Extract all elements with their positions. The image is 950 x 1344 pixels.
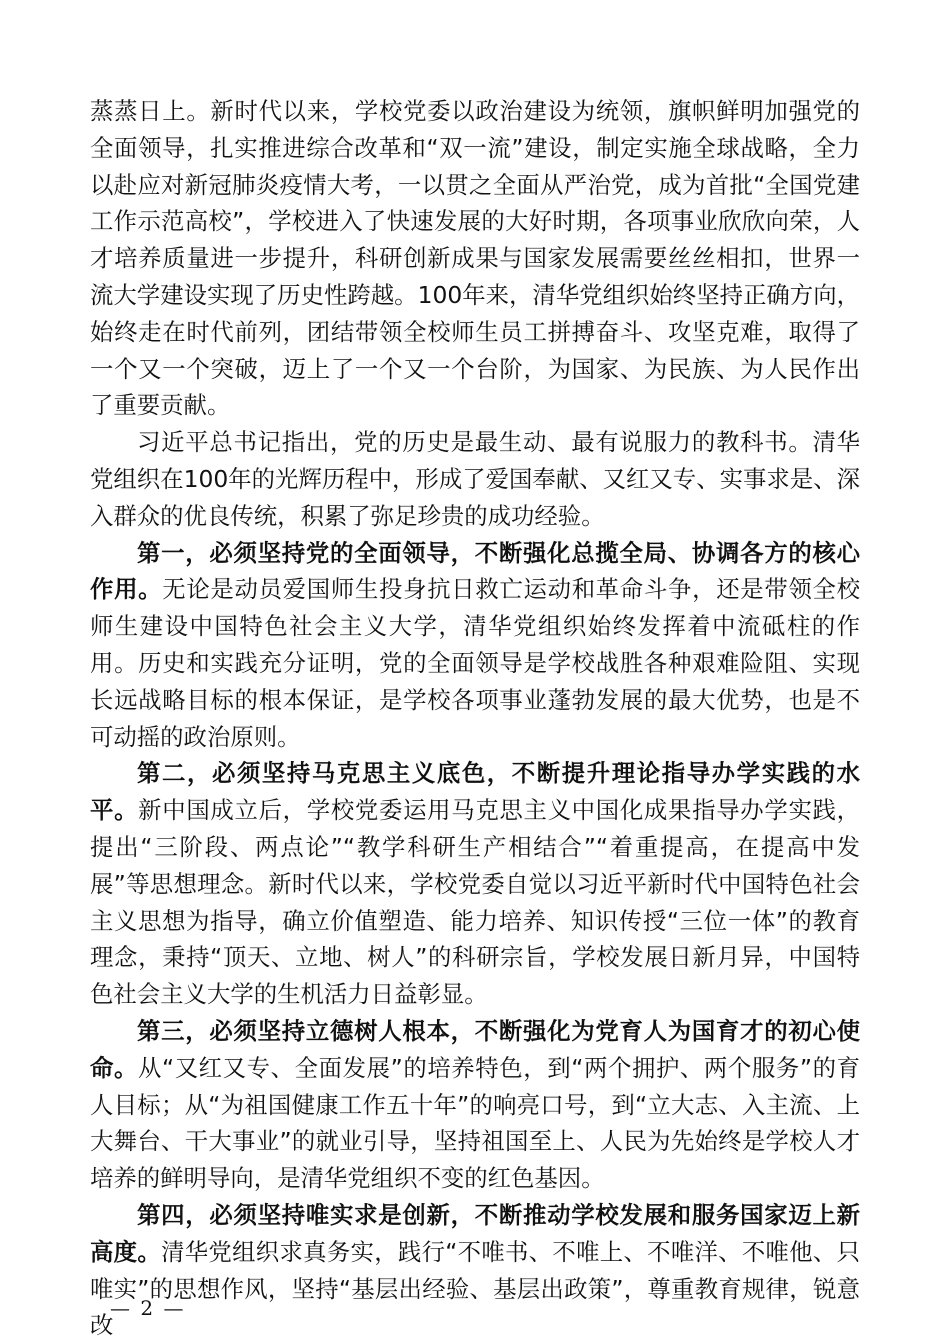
- paragraph-5: [90, 1013, 860, 1197]
- paragraph-3-lead: 第一，必须坚持党的全面领导，不断强化总揽全局、协调各方的核心作用。: [90, 538, 860, 604]
- paragraph-4-lead: 第二，必须坚持马克思主义底色，不断提升理论指导办学实践的水平。: [90, 759, 860, 825]
- paragraph-2: [90, 424, 860, 534]
- document-body: [90, 93, 860, 1344]
- paragraph-6: [90, 1197, 860, 1344]
- paragraph-6-text: 清华党组织求真务实，践行“不唯书、不唯上、不唯洋、不唯他、只唯实”的思想作风，坚持“基层出经验、基层出政策”，尊重教育规律，锐意改: [90, 1237, 861, 1340]
- paragraph-6-lead: 第四，必须坚持唯实求是创新，不断推动学校发展和服务国家迈上新高度。: [90, 1200, 860, 1266]
- paragraph-5-text: 从“又红又专、全面发展”的培养特色，到“两个拥护、两个服务”的育人目标；从“为祖国健康工作五十年”的响亮口号，到“立大志、入主流、上大舞台、干大事业”的就业引导，坚持祖国至上、人民为先始终是学校人才培养的鲜明导向，是清华党组织不变的红色基因。: [90, 1053, 860, 1193]
- paragraph-1: [90, 93, 860, 424]
- paragraph-3: [90, 535, 860, 756]
- paragraph-3-text: 无论是动员爱国师生投身抗日救亡运动和革命斗争，还是带领全校师生建设中国特色社会主义大学，清华党组织始终发挥着中流砥柱的作用。历史和实践充分证明，党的全面领导是学校战胜各种艰难险阻、实现长远战略目标的根本保证，是学校各项事业蓬勃发展的最大优势，也是不可动摇的政治原则。: [90, 575, 861, 751]
- paragraph-4: [90, 755, 860, 1013]
- paragraph-2-text: 习近平总书记指出，党的历史是最生动、最有说服力的教科书。清华党组织在100年的光辉历程中，形成了爱国奉献、又红又专、实事求是、深入群众的优良传统，积累了弥足珍贵的成功经验。: [90, 428, 860, 530]
- page-number: — 2 —: [110, 1296, 186, 1320]
- paragraph-4-text: 新中国成立后，学校党委运用马克思主义中国化成果指导办学实践，提出“三阶段、两点论”“教学科研生产相结合”“着重提高，在提高中发展”等思想理念。新时代以来，学校党委自觉以习近平新时代中国特色社会主义思想为指导，确立价值塑造、能力培养、知识传授“三位一体”的教育理念，秉持“顶天、立地、树人”的科研宗旨，学校发展日新月异，中国特色社会主义大学的生机活力日益彰显。: [90, 796, 861, 1009]
- paragraph-1-text: 蒸蒸日上。新时代以来，学校党委以政治建设为统领，旗帜鲜明加强党的全面领导，扎实推进综合改革和“双一流”建设，制定实施全球战略，全力以赴应对新冠肺炎疫情大考，一以贯之全面从严治党，成为首批“全国党建工作示范高校”，学校进入了快速发展的大好时期，各项事业欣欣向荣，人才培养质量进一步提升，科研创新成果与国家发展需要丝丝相扣，世界一流大学建设实现了历史性跨越。100年来，清华党组织始终坚持正确方向，始终走在时代前列，团结带领全校师生员工拼搏奋斗、攻坚克难，取得了一个又一个突破，迈上了一个又一个台阶，为国家、为民族、为人民作出了重要贡献。: [90, 97, 860, 420]
- paragraph-5-lead: 第三，必须坚持立德树人根本，不断强化为党育人为国育才的初心使命。: [90, 1016, 860, 1082]
